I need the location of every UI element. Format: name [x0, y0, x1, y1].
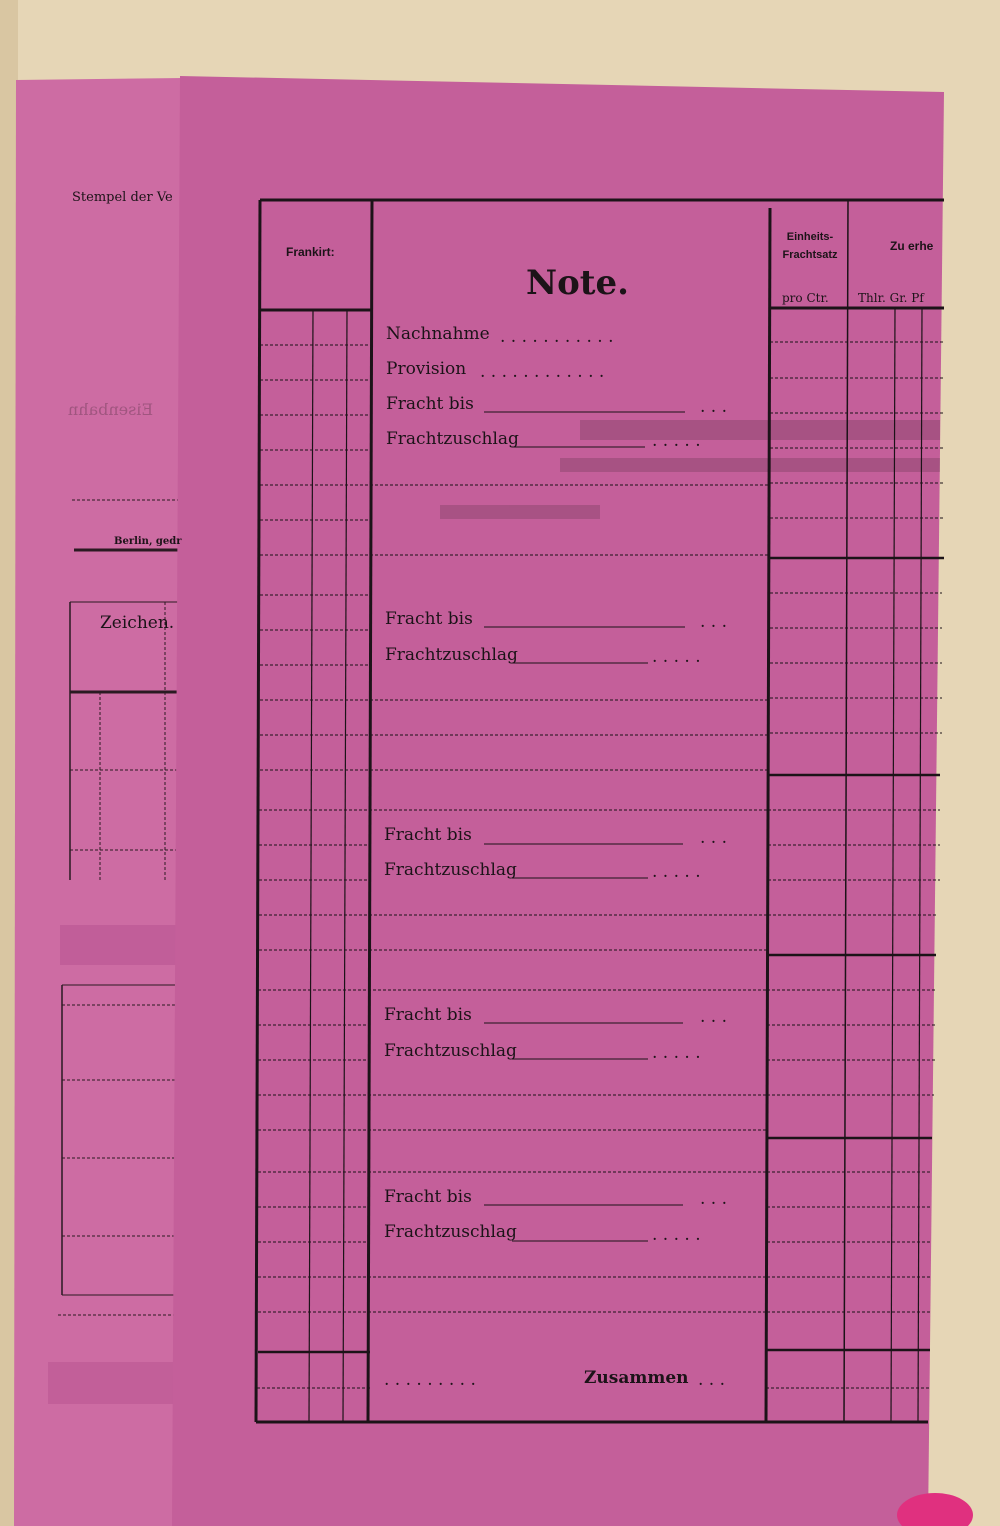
- frachtzuschlag-label: Frachtzuschlag: [384, 1222, 517, 1242]
- back-sheet: [14, 78, 184, 1526]
- fracht-bis-label: Fracht bis: [384, 1005, 472, 1025]
- fracht-bis-label: Fracht bis: [384, 1187, 472, 1207]
- zusammen-label: Zusammen: [584, 1368, 689, 1388]
- svg-text:. . .: . . .: [698, 1370, 726, 1390]
- svg-text:. . . . .: . . . . .: [652, 647, 701, 667]
- svg-text:. . . . .: . . . . .: [652, 431, 701, 451]
- fracht-bis-label: Fracht bis: [386, 394, 474, 414]
- frachtzuschlag-label: Frachtzuschlag: [385, 645, 518, 665]
- note-title: Note.: [526, 263, 629, 303]
- nachnahme-label: Nachnahme: [386, 324, 490, 344]
- svg-text:. . .: . . .: [700, 828, 728, 848]
- svg-text:. . .: . . .: [700, 612, 728, 632]
- frachtzuschlag-label: Frachtzuschlag: [386, 429, 519, 449]
- printer-note: Berlin, gedr: [114, 536, 182, 547]
- svg-text:. . .: . . .: [700, 397, 728, 417]
- svg-text:. . . . .: . . . . .: [652, 1043, 701, 1063]
- svg-text:. . . . .: . . . . .: [652, 1225, 701, 1245]
- frankirt-label: Frankirt:: [286, 245, 335, 259]
- faded-eisenbahn-text: Eisenbahn: [68, 400, 154, 419]
- svg-text:. . . . .: . . . . .: [652, 862, 701, 882]
- svg-text:. . .: . . .: [700, 1007, 728, 1027]
- unit-rate-sub: pro Ctr.: [782, 291, 829, 305]
- zeichen-label: Zeichen.: [100, 613, 175, 633]
- fracht-bis-label: Fracht bis: [384, 825, 472, 845]
- frachtzuschlag-label: Frachtzuschlag: [384, 1041, 517, 1061]
- svg-text:. . . . . . . . .: . . . . . . . . .: [384, 1370, 476, 1390]
- fracht-bis-label: Fracht bis: [385, 609, 473, 629]
- svg-text:. . . . . . . . . . . .: . . . . . . . . . . . .: [480, 362, 605, 382]
- stamp-label: Stempel der Ve: [72, 190, 173, 205]
- collect-header: Zu erhe: [890, 239, 934, 253]
- unit-rate-header: Einheits- Frachtsatz: [782, 231, 838, 261]
- svg-text:. . . . . . . . . . .: . . . . . . . . . . .: [500, 327, 614, 347]
- svg-text:. . .: . . .: [700, 1189, 728, 1209]
- provision-label: Provision: [386, 359, 467, 379]
- frachtzuschlag-label: Frachtzuschlag: [384, 860, 517, 880]
- currency-sub: Thlr. Gr. Pf: [858, 291, 924, 305]
